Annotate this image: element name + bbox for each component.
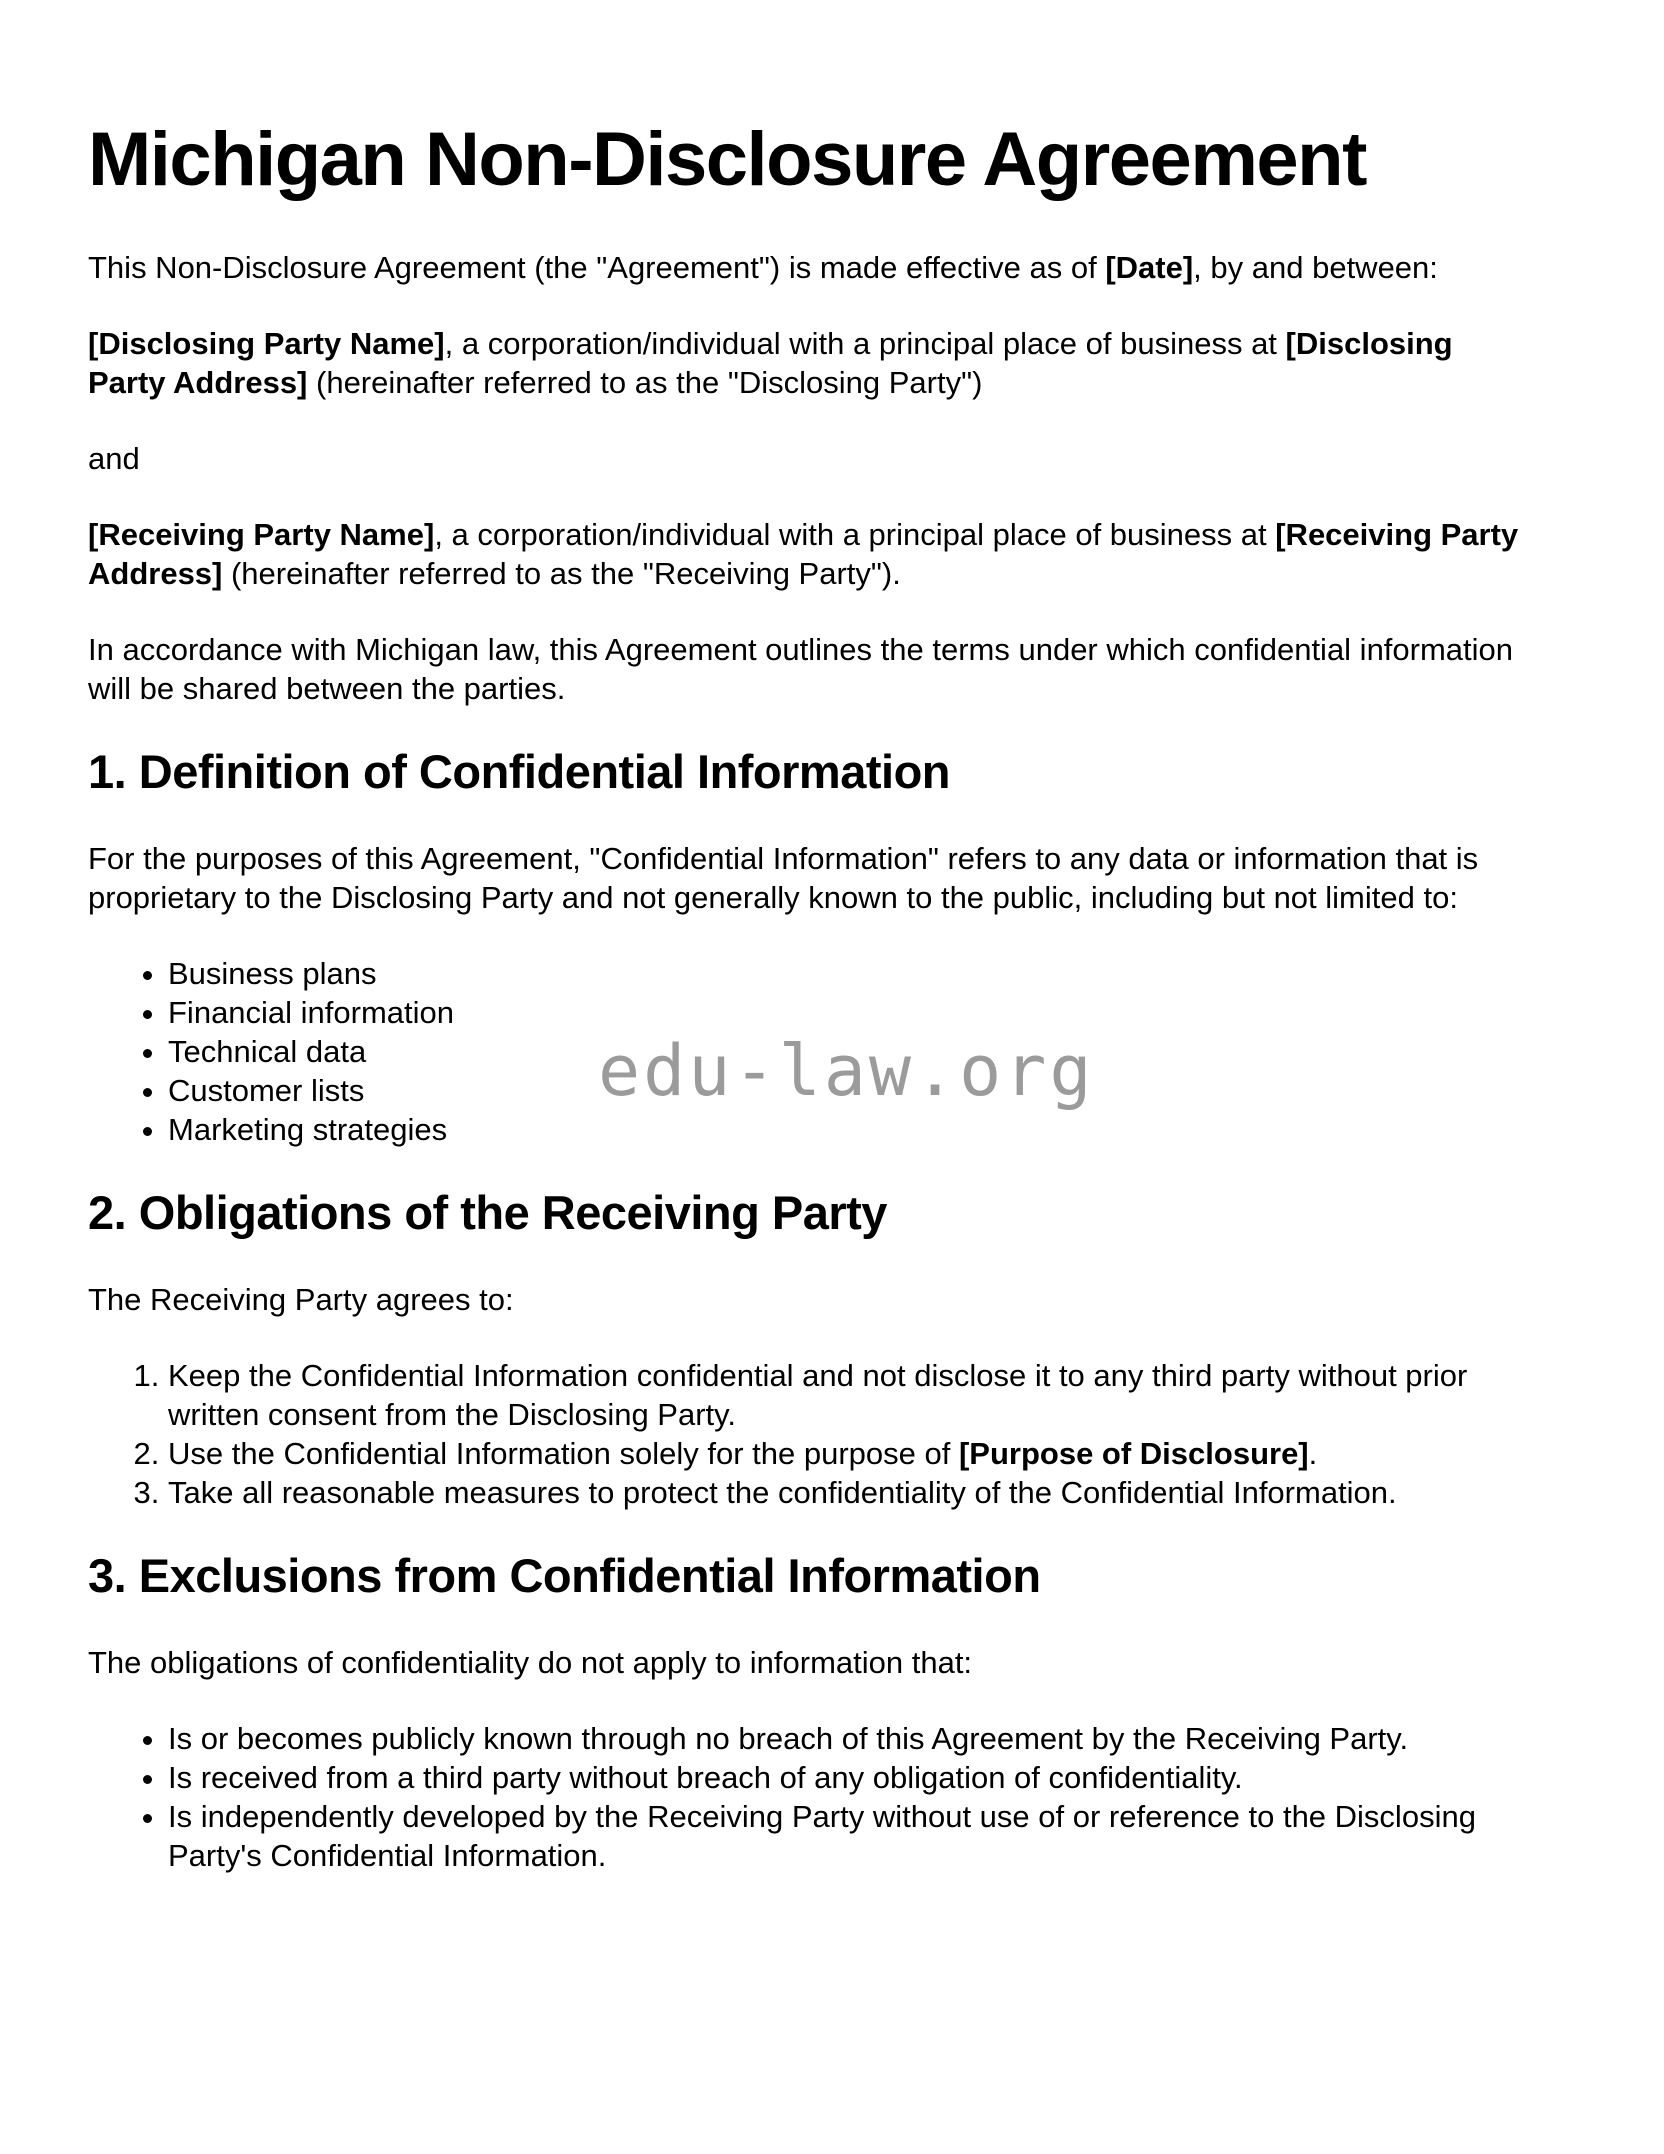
list-item: • Marketing strategies [168,1110,1536,1149]
list-item: 1. Keep the Confidential Information confidential and not disclose it to any third party without prior written consent from the Disclosing Party. [168,1356,1536,1434]
disclosing-party-text: , a corporation/individual with a principal place of business at [444,325,1286,361]
intro-text-pre: This Non-Disclosure Agreement (the "Agreement") is made effective as of [88,249,1106,285]
receiving-party-text: , a corporation/individual with a principal place of business at [434,516,1276,552]
obligation-text-pre: Use the Confidential Information solely for the purpose of [168,1435,959,1471]
list-item: 3. Take all reasonable measures to protect the confidentiality of the Confidential Information. [168,1473,1536,1512]
section-2-body: The Receiving Party agrees to: [88,1281,514,1317]
conjunction-text: and [88,440,140,476]
list-item: • Is independently developed by the Receiving Party without use of or reference to the Disclosing Party's Confidential Information. [168,1797,1536,1875]
governing-law-statement: In accordance with Michigan law, this Agreement outlines the terms under which confidential information will be shared between the parties. [88,631,1514,706]
receiving-party-name-placeholder: [Receiving Party Name] [88,516,435,552]
obligations-list [88,1356,1536,1512]
date-placeholder: [Date] [1105,249,1194,285]
disclosing-party-paragraph [88,324,1536,402]
obligation-text-post: . [1308,1435,1318,1471]
section-2-heading: 2. Obligations of the Receiving Party [88,1185,887,1239]
exclusions-list [88,1719,1536,1875]
receiving-party-paragraph [88,515,1536,593]
section-1-body: For the purposes of this Agreement, "Confidential Information" refers to any data or information that is proprietary to the Disclosing Party and not generally known to the public, including but not limited to: [88,840,1479,915]
watermark: edu-law.org [598,1030,1095,1112]
list-item: • Business plans [168,954,1536,993]
purpose-of-disclosure-placeholder: [Purpose of Disclosure] [958,1435,1309,1471]
section-3-body: The obligations of confidentiality do not apply to information that: [88,1644,973,1680]
intro-text-post: , by and between: [1193,249,1438,285]
disclosing-party-address-placeholder: [Disclosing Party Address] [88,325,1453,400]
list-item: • Financial information [168,993,1536,1032]
section-1-heading: 1. Definition of Confidential Information [88,744,950,798]
list-item: • Is or becomes publicly known through no breach of this Agreement by the Receiving Party. [168,1719,1536,1758]
disclosing-party-name-placeholder: [Disclosing Party Name] [88,325,445,361]
intro-paragraph [88,248,1536,287]
receiving-party-address-placeholder: [Receiving Party Address] [88,516,1519,591]
document-title: Michigan Non-Disclosure Agreement [88,117,1366,202]
receiving-party-text-post: (hereinafter referred to as the "Receiving Party"). [222,555,901,591]
list-item: • Technical data [168,1032,1536,1071]
list-item [168,1434,1536,1473]
section-3-heading: 3. Exclusions from Confidential Information [88,1548,1041,1602]
list-item: • Customer lists [168,1071,1536,1110]
list-item: • Is received from a third party without breach of any obligation of confidentiality. [168,1758,1536,1797]
disclosing-party-text-post: (hereinafter referred to as the "Disclosing Party") [307,364,983,400]
